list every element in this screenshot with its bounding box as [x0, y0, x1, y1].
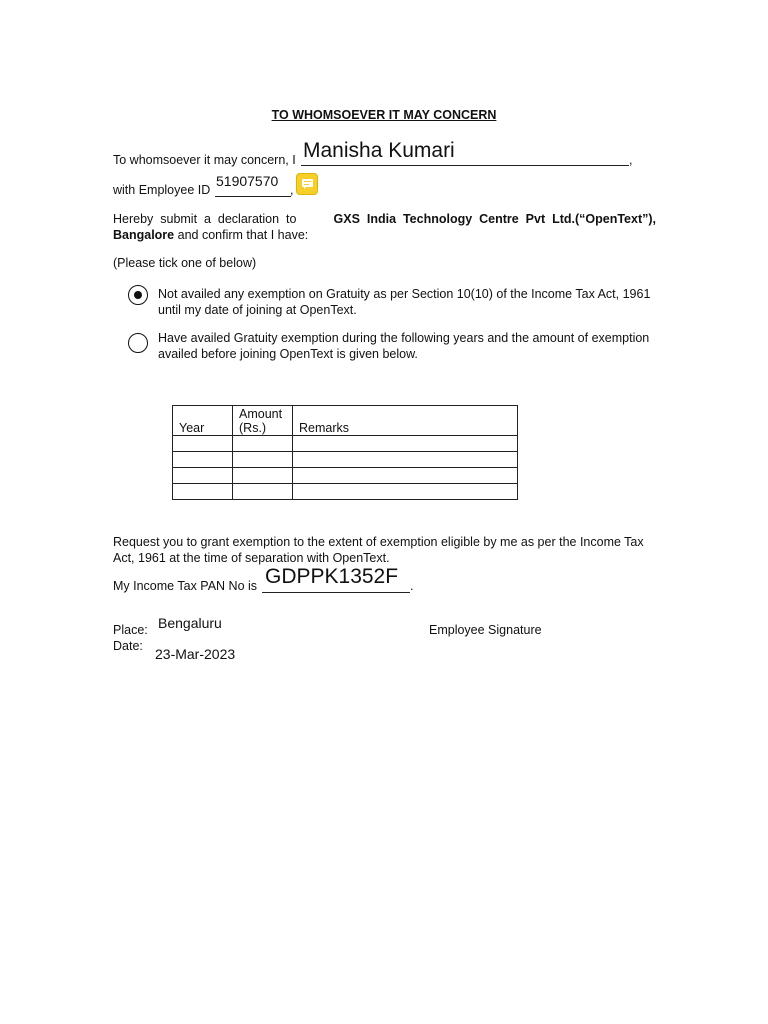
- place-field[interactable]: Bengaluru: [158, 615, 222, 631]
- radio-selected-dot: [134, 291, 142, 299]
- intro-suffix: ,: [629, 153, 633, 167]
- option-line: availed before joining OpenText is given below.: [158, 347, 418, 361]
- company-city: Bangalore: [113, 228, 175, 242]
- name-underline: [301, 165, 629, 166]
- table-cell[interactable]: [233, 468, 293, 484]
- table-header-row: [173, 406, 518, 436]
- option-line: Have availed Gratuity exemption during the following years and the amount of exemption: [158, 331, 650, 345]
- request-line: Act, 1961 at the time of separation with OpenText.: [113, 551, 390, 565]
- declaration-paragraph: [113, 211, 656, 243]
- option-line: Not availed any exemption on Gratuity as per Section 10(10) of the Income Tax Act, 1961: [158, 287, 651, 301]
- declaration-lead: Hereby submit a declaration to: [113, 212, 297, 226]
- table-cell[interactable]: [173, 484, 233, 500]
- request-line: Request you to grant exemption to the extent of exemption eligible by me as per the Income Tax: [113, 535, 644, 549]
- exemption-table: [172, 405, 518, 500]
- table-cell[interactable]: [233, 436, 293, 452]
- comment-icon[interactable]: [296, 173, 318, 195]
- employee-name-field[interactable]: Manisha Kumari: [303, 139, 455, 162]
- table-cell[interactable]: [173, 436, 233, 452]
- option-availed-radio[interactable]: [128, 333, 148, 353]
- option-not-availed-text: [158, 286, 650, 318]
- pan-label: My Income Tax PAN No is: [113, 579, 258, 593]
- instruction-text: (Please tick one of below): [113, 256, 257, 270]
- table-cell[interactable]: [233, 484, 293, 500]
- table-cell[interactable]: [173, 452, 233, 468]
- table-cell[interactable]: [293, 436, 518, 452]
- table-cell[interactable]: [293, 452, 518, 468]
- option-not-availed-radio[interactable]: [128, 285, 148, 305]
- table-row[interactable]: [173, 436, 518, 452]
- table-cell[interactable]: [293, 484, 518, 500]
- table-row[interactable]: [173, 452, 518, 468]
- date-label: Date:: [113, 639, 143, 653]
- request-paragraph: [113, 534, 644, 566]
- table-cell[interactable]: [233, 452, 293, 468]
- company-name: GXS India Technology Centre Pvt Ltd.(“OpenText”),: [333, 212, 656, 226]
- header-remarks: Remarks: [293, 406, 518, 436]
- table-cell[interactable]: [173, 468, 233, 484]
- employee-id-field[interactable]: 51907570: [216, 173, 279, 189]
- table-cell[interactable]: [293, 468, 518, 484]
- header-amount: Amount (Rs.): [233, 406, 293, 436]
- header-year: Year: [173, 406, 233, 436]
- option-line: until my date of joining at OpenText.: [158, 303, 357, 317]
- employee-signature-label: Employee Signature: [429, 623, 542, 637]
- table-row[interactable]: [173, 484, 518, 500]
- table-row[interactable]: [173, 468, 518, 484]
- place-label: Place:: [113, 623, 148, 637]
- option-availed-text: [158, 330, 649, 362]
- employee-id-underline: [215, 196, 291, 197]
- employee-id-label: with Employee ID: [113, 183, 211, 197]
- pan-field[interactable]: GDPPK1352F: [265, 565, 399, 588]
- pan-suffix: .: [410, 579, 414, 593]
- date-field[interactable]: 23-Mar-2023: [155, 646, 236, 662]
- document-title: TO WHOMSOEVER IT MAY CONCERN: [271, 108, 497, 122]
- employee-id-suffix: ,: [290, 183, 294, 197]
- declaration-tail: and confirm that I have:: [177, 228, 309, 242]
- pan-underline: [262, 592, 410, 593]
- intro-prefix: To whomsoever it may concern, I: [113, 153, 296, 167]
